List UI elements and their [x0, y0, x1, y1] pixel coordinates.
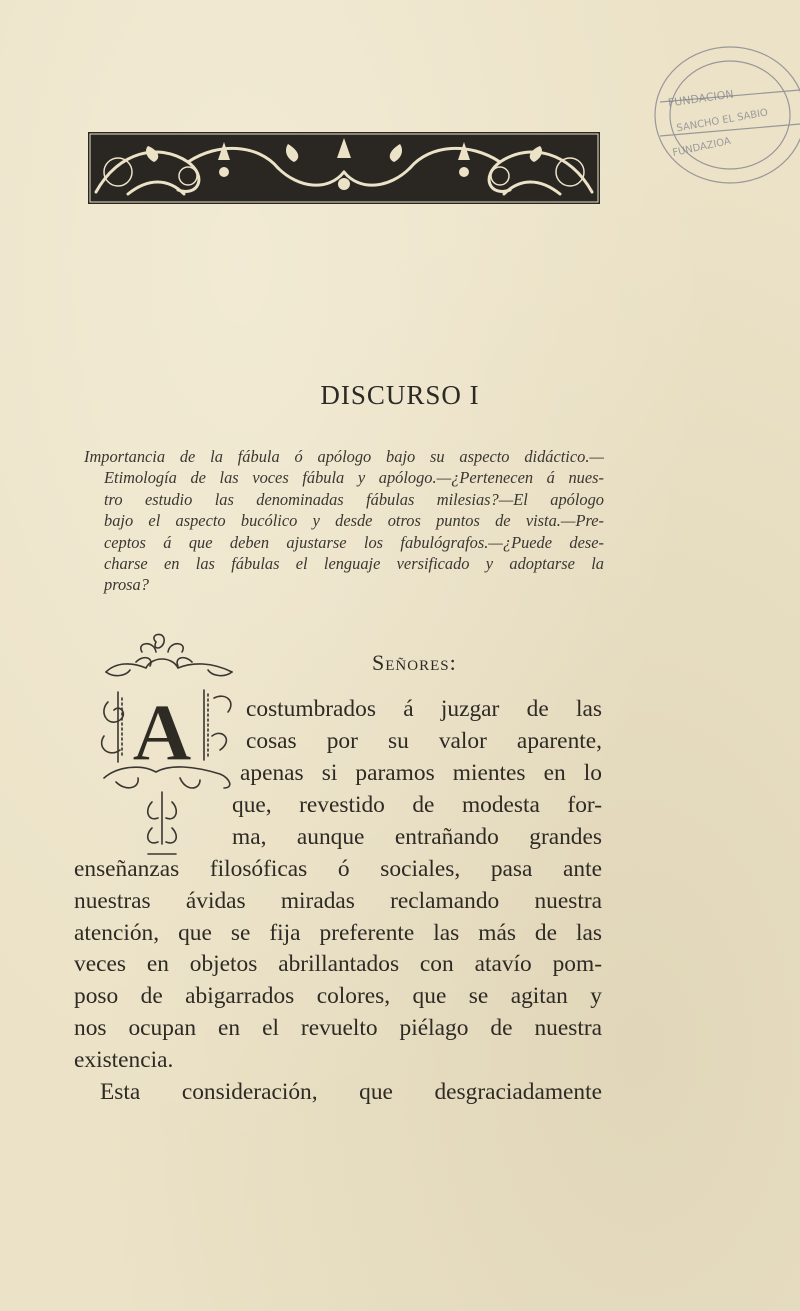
stamp-text-top: FUNDACION: [667, 87, 735, 110]
summary-line: charse en las fábulas el lenguaje versificado y adoptarse la: [104, 554, 604, 574]
summary-line: bajo el aspecto bucólico y desde otros puntos de vista.—Pre-: [104, 511, 604, 531]
body-line: que, revestido de modesta for-: [232, 792, 602, 818]
body-line: cosas por su valor aparente,: [246, 727, 602, 754]
summary-line: ceptos á que deben ajustarse los fabulógrafos.—¿Puede dese-: [104, 532, 604, 552]
body-line: existencia.: [74, 1046, 174, 1073]
ornamental-header-band: [88, 132, 600, 204]
decorative-dropcap-a: [96, 632, 246, 864]
body-line-indented: [232, 790, 602, 854]
body-line: apenas si paramos mientes en lo: [240, 760, 602, 786]
dropcap-letter: A: [132, 687, 192, 778]
body-line: enseñanzas filosóficas ó sociales, pasa ante: [74, 856, 602, 882]
body-line-indented: [246, 694, 602, 758]
stamp-text-bottom: FUNDAZIOA: [671, 135, 732, 159]
body-line-indented: [240, 758, 602, 790]
chapter-heading: DISCURSO I: [320, 380, 480, 410]
stamp-text-mid: SANCHO EL SABIO: [675, 107, 769, 135]
body-line: atención, que se fija preferente las más de las: [74, 919, 602, 946]
body-line: poso de abigarrados colores, que se agitan y: [74, 983, 602, 1010]
body-line: costumbrados á juzgar de las: [246, 696, 602, 722]
body-line: veces en objetos abrillantados con atavío pom-: [74, 951, 602, 978]
summary-line: Importancia de la fábula ó apólogo bajo su aspecto didáctico.—: [84, 447, 604, 466]
body-paragraph: [74, 854, 602, 1077]
body-line: nuestras ávidas miradas reclamando nuestra: [74, 887, 602, 914]
body-paragraph-next: [100, 1077, 602, 1109]
summary-line: tro estudio las denominadas fábulas milesias?—El apólogo: [104, 489, 604, 509]
salutation: Señores:: [372, 650, 457, 675]
body-line: nos ocupan en el revuelto piélago de nuestra: [74, 1014, 602, 1041]
chapter-summary: [84, 446, 604, 596]
body-line: Esta consideración, que desgraciadamente: [100, 1079, 602, 1105]
summary-line: Etimología de las voces fábula y apólogo.—¿Pertenecen á nues-: [104, 468, 604, 488]
library-stamp: [650, 40, 800, 190]
summary-line: prosa?: [104, 575, 149, 595]
body-line: ma, aunque entrañando grandes: [232, 823, 602, 850]
